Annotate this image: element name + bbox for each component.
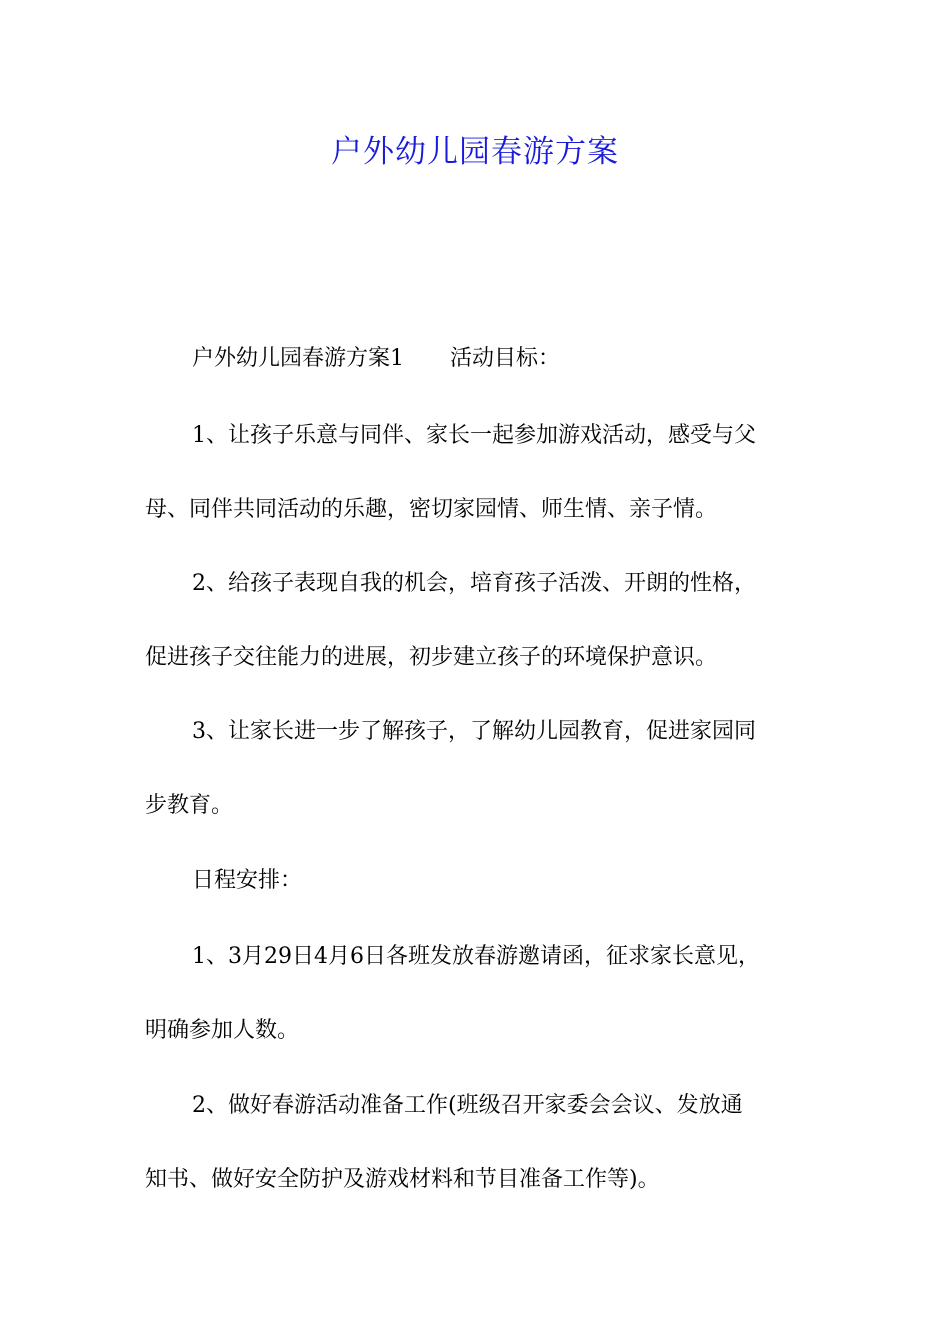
goal-3-line-2: 步教育。	[145, 793, 234, 818]
plan-heading: 户外幼儿园春游方案1	[192, 346, 404, 371]
goal-2-line-1: 2、给孩子表现自我的机会，培育孩子活泼、开朗的性格，	[192, 571, 756, 596]
schedule-label: 日程安排：	[192, 868, 303, 893]
schedule-2-line-1: 2、做好春游活动准备工作(班级召开家委会会议、发放通	[192, 1093, 743, 1118]
schedule-2-line-2: 知书、做好安全防护及游戏材料和节目准备工作等)。	[145, 1167, 660, 1192]
goal-1-line-2: 母、同伴共同活动的乐趣，密切家园情、师生情、亲子情。	[145, 497, 718, 522]
goal-2-line-2: 促进孩子交往能力的进展，初步建立孩子的环境保护意识。	[145, 645, 718, 670]
goal-1-line-1: 1、让孩子乐意与同伴、家长一起参加游戏活动，感受与父	[192, 423, 756, 448]
goals-label: 活动目标：	[450, 346, 561, 371]
intro-line	[192, 344, 560, 374]
schedule-1-line-1: 1、3月29日4月6日各班发放春游邀请函，征求家长意见，	[192, 944, 760, 969]
schedule-1-line-2: 明确参加人数。	[145, 1018, 300, 1043]
goal-3-line-1: 3、让家长进一步了解孩子，了解幼儿园教育，促进家园同	[192, 719, 756, 744]
document-title: 户外幼儿园春游方案	[331, 134, 619, 170]
